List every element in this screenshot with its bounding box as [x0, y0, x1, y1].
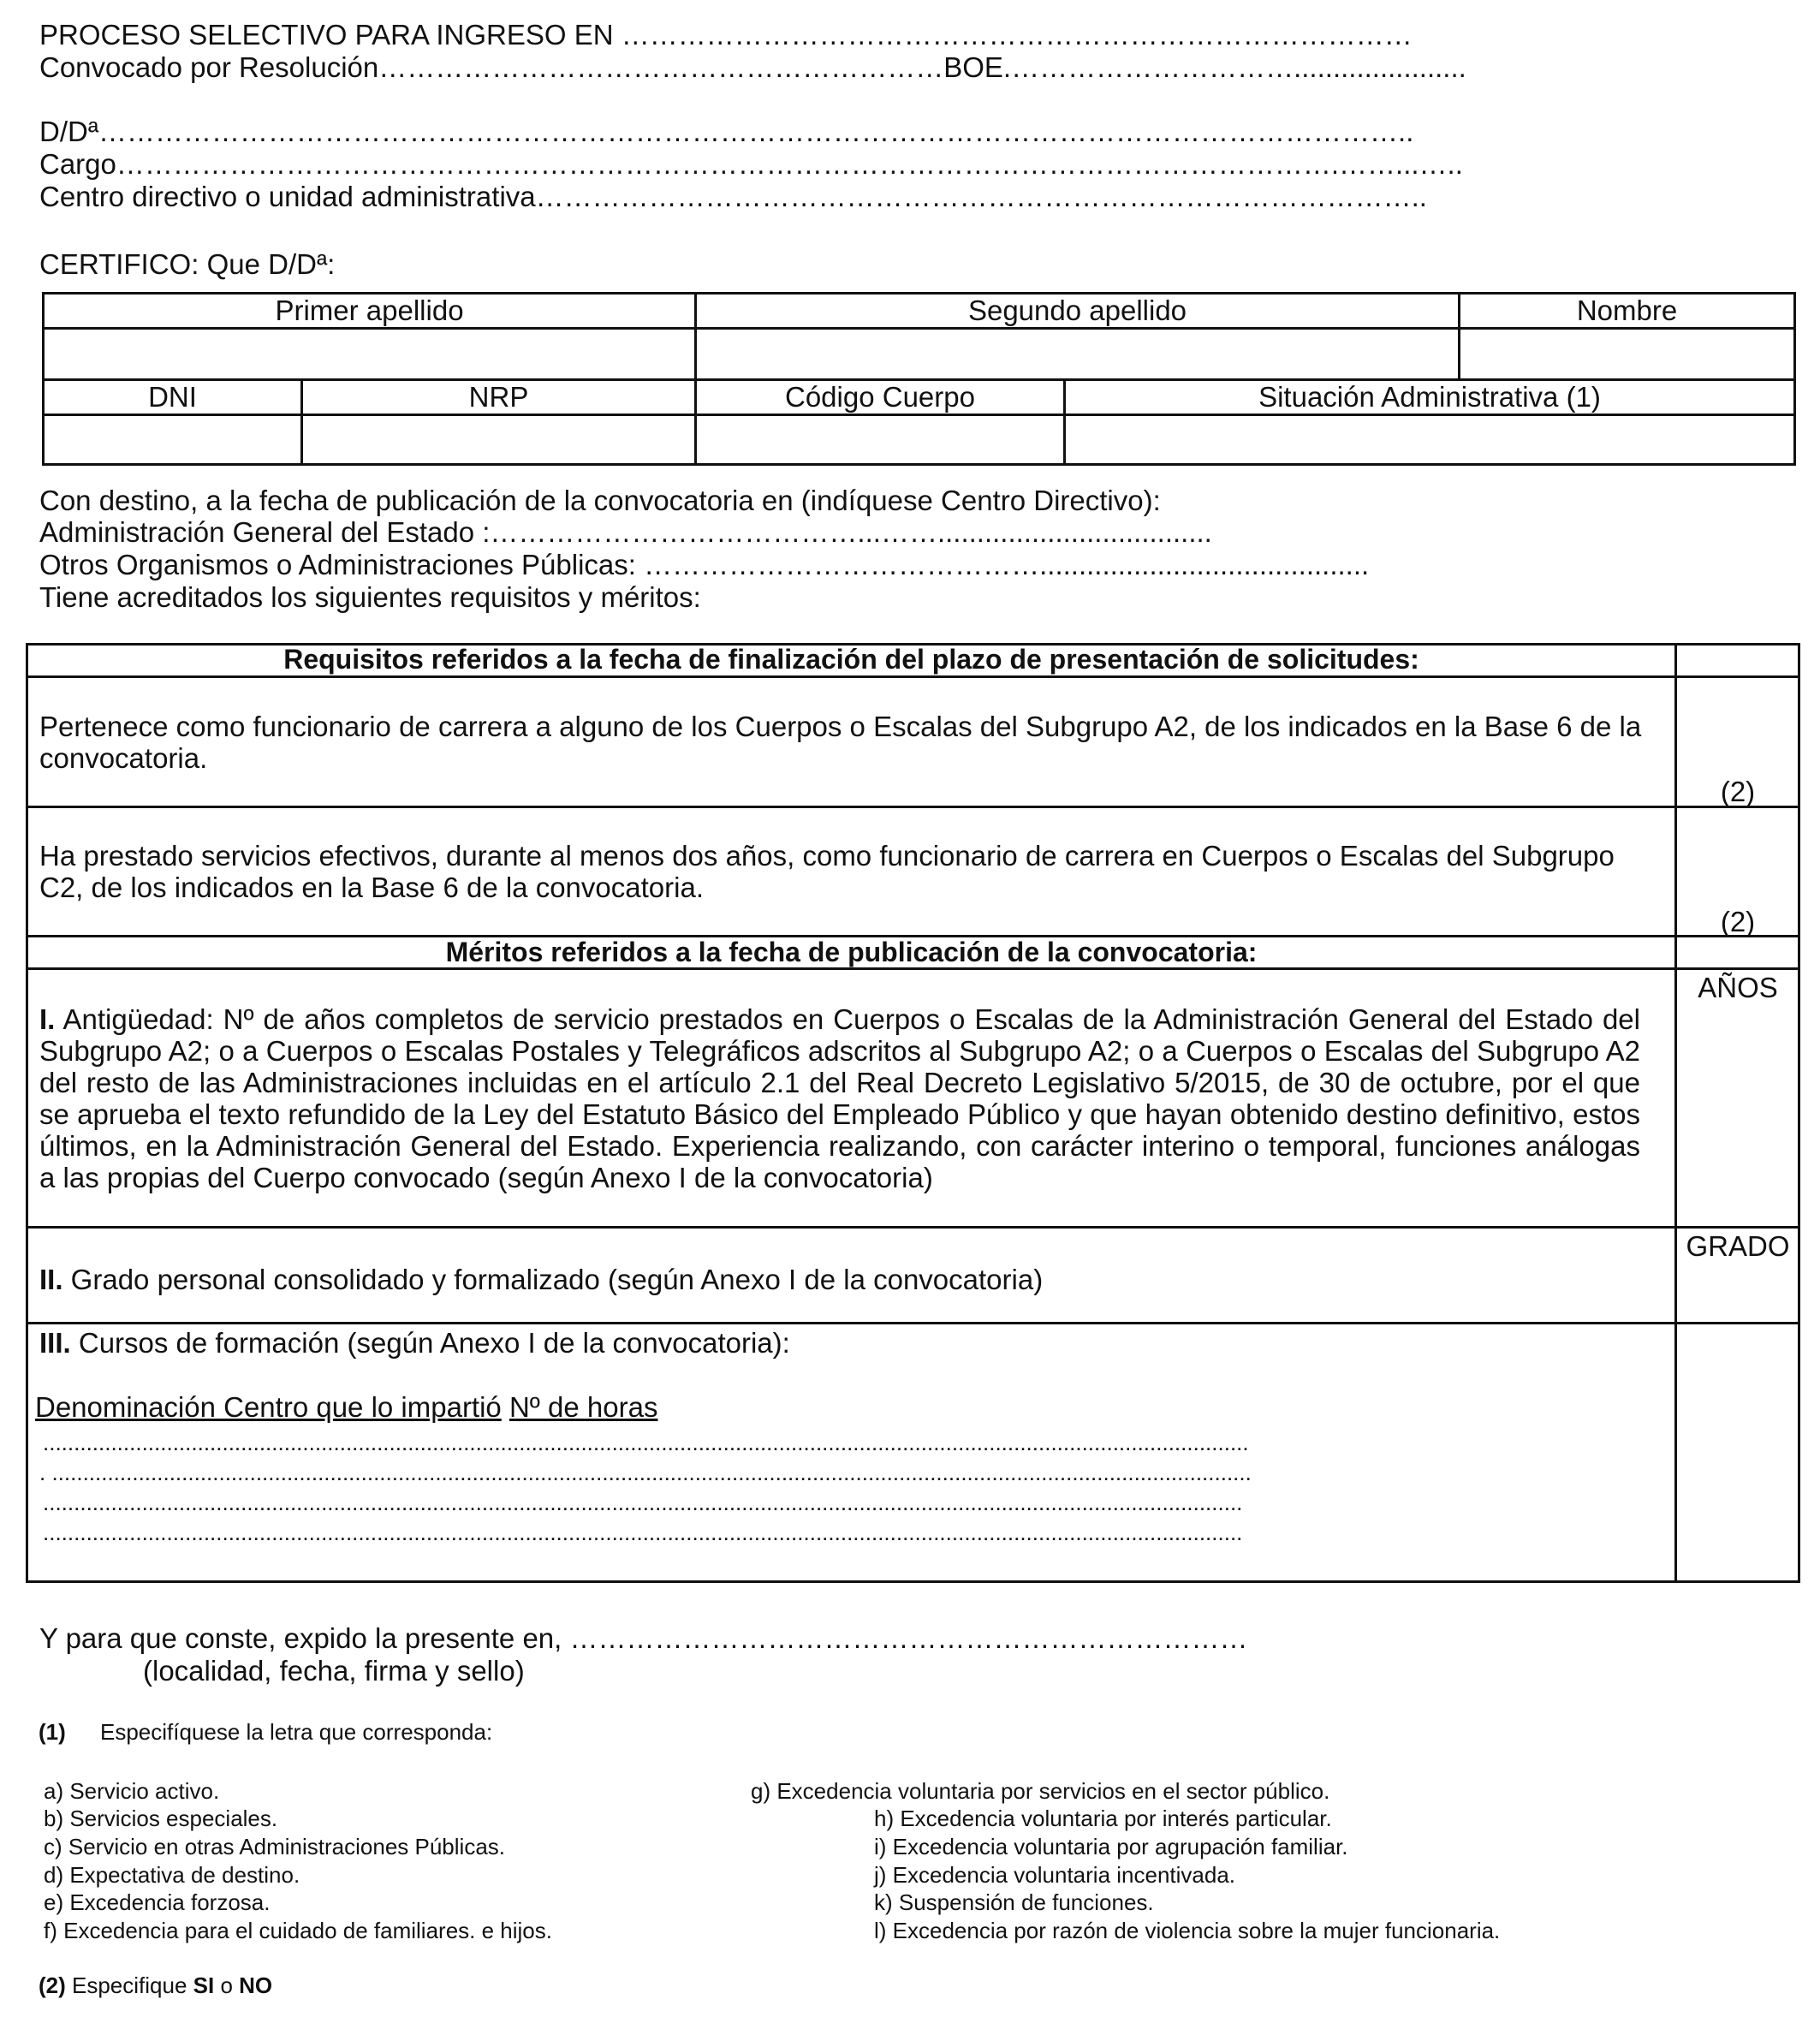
row-divider [26, 806, 1800, 808]
courses-heading-horas: Nº de horas [509, 1391, 658, 1423]
requisito-1-text: Pertenece como funcionario de carrera a alguno de los Cuerpos o Escalas del Subgrupo A2, de los indicados en la Base 6 de la convocatoria. [39, 711, 1642, 774]
situacion-option: a) Servicio activo. [44, 1778, 220, 1804]
situacion-option: e) Excedencia forzosa. [44, 1889, 271, 1915]
note-2-number: (2) [39, 1972, 66, 1998]
centro-line: Centro directivo o unidad administrativa………………………………………………………………………………….. [39, 181, 1427, 212]
row-divider [26, 1322, 1800, 1324]
convocado-line: Convocado por Resolución……………………………………………………BOE.…………………………...................... [39, 51, 1466, 83]
certifico-line: CERTIFICO: Que D/Dª: [39, 248, 336, 280]
cargo-line: Cargo………………………………………………………………………………………………………………….……...….. [39, 148, 1463, 180]
requisito-1-mark: (2) [1720, 776, 1756, 807]
note-2-no: NO [239, 1972, 273, 1998]
courses-heading-denominacion: Denominación Centro que lo impartió [35, 1391, 502, 1423]
col-nrp: NRP [302, 380, 696, 415]
col-segundo-apellido: Segundo apellido [696, 294, 1460, 329]
note-2 [39, 1972, 272, 1999]
merito-3-number: III. [39, 1327, 71, 1359]
merito-2-text [39, 1264, 1657, 1295]
col-dni: DNI [44, 380, 302, 415]
requisito-2-mark: (2) [1720, 906, 1756, 937]
situacion-option: b) Servicios especiales. [44, 1806, 278, 1831]
dda-line: D/Dª………………………………………………………………………………………………………………………….. [39, 116, 1414, 147]
note-2-o: o [214, 1972, 240, 1998]
destino-line-2: Administración General del Estado :…………………………………...……................................... [39, 516, 1212, 548]
nombre-field[interactable] [1460, 329, 1795, 380]
note-2-si: SI [193, 1972, 215, 1998]
row-divider [26, 1226, 1800, 1229]
proceso-line: PROCESO SELECTIVO PARA INGRESO EN ………………………………………………………………………… [39, 19, 1413, 51]
course-line[interactable]: . .................................................................................................................................................................................................. [39, 1460, 1252, 1485]
col-situacion: Situación Administrativa (1) [1065, 380, 1795, 415]
row-divider [26, 675, 1800, 678]
merito-2-body: Grado personal consolidado y formalizado (según Anexo I de la convocatoria) [62, 1264, 1044, 1295]
meritos-header: Méritos referidos a la fecha de publicación de la convocatoria: [445, 937, 1258, 967]
destino-line-3: Otros Organismos o Administraciones Públicas: …………………………………….......................................... [39, 549, 1370, 580]
col-codigo-cuerpo: Código Cuerpo [696, 380, 1065, 415]
destino-line-4: Tiene acreditados los siguientes requisitos y méritos: [39, 581, 701, 613]
requisitos-header: Requisitos referidos a la fecha de finalización del plazo de presentación de solicitudes: [283, 644, 1419, 675]
grado-label: GRADO [1686, 1230, 1790, 1262]
note-1-text: Especifíquese la letra que corresponda: [100, 1719, 493, 1745]
closing-line: Y para que conste, expido la presente en, ……………………………………………………………… [39, 1622, 1248, 1654]
primer-apellido-field[interactable] [44, 329, 696, 380]
situacion-option: d) Expectativa de destino. [44, 1862, 300, 1888]
col-nombre: Nombre [1460, 294, 1795, 329]
codigo-cuerpo-field[interactable] [696, 415, 1065, 465]
merito-3-text [39, 1327, 1657, 1359]
requisito-2-text: Ha prestado servicios efectivos, durante al menos dos años, como funcionario de carrera en Cuerpos o Escalas del Subgrupo C2, de los indicados en la Base 6 de la convocatoria. [39, 840, 1615, 903]
situacion-option: j) Excedencia voluntaria incentivada. [874, 1862, 1236, 1888]
nrp-field[interactable] [302, 415, 696, 465]
closing-caption: (localidad, fecha, firma y sello) [143, 1655, 525, 1687]
note-1-number: (1) [39, 1719, 66, 1745]
situacion-option: l) Excedencia por razón de violencia sobre la mujer funcionaria. [874, 1918, 1501, 1943]
situacion-option: i) Excedencia voluntaria por agrupación familiar. [874, 1834, 1348, 1859]
dni-field[interactable] [44, 415, 302, 465]
situacion-option: h) Excedencia voluntaria por interés particular. [874, 1806, 1332, 1831]
segundo-apellido-field[interactable] [696, 329, 1460, 380]
courses-heading [35, 1391, 657, 1424]
merito-2-number: II. [39, 1264, 63, 1295]
merito-1-number: I. [39, 1003, 56, 1035]
course-line[interactable]: ................................................................................................................................................................................................... [43, 1430, 1249, 1455]
situacion-option: f) Excedencia para el cuidado de familiares. e hijos. [44, 1918, 552, 1943]
person-table [42, 292, 1796, 466]
note-2-text: Especifique [65, 1972, 193, 1998]
situacion-option: c) Servicio en otras Administraciones Públicas. [44, 1834, 506, 1859]
merito-3-body: Cursos de formación (según Anexo I de la convocatoria): [70, 1327, 790, 1359]
merito-1-text [39, 1003, 1640, 1193]
situacion-option: g) Excedencia voluntaria por servicios en el sector público. [751, 1778, 1330, 1804]
destino-line-1: Con destino, a la fecha de publicación de la convocatoria en (indíquese Centro Directivo): [39, 485, 1161, 516]
merito-1-body: Antigüedad: Nº de años completos de servicio prestados en Cuerpos o Escalas de la Administración General del Estado del Subgrupo A2; o a Cuerpos o Escalas Postales y Telegráficos adscritos al Subgrupo A2; o a Cuerpos o Escalas del Subgrupo A2 del resto de las Administraciones incluidas en el artículo 2.1 del Real Decreto Legislativo 5/2015, de 30 de octubre, por el que se aprueba el texto refundido de la Ley del Estatuto Básico del Empleado Público y que hayan obtenido destino definitivo, estos últimos, en la Administración General del Estado. Experiencia realizando, con carácter interino o temporal, funciones análogas a las propias del Cuerpo convocado (según Anexo I de la convocatoria) [39, 1003, 1640, 1193]
situacion-option: k) Suspensión de funciones. [874, 1889, 1154, 1915]
col-primer-apellido: Primer apellido [44, 294, 696, 329]
course-line[interactable]: .................................................................................................................................................................................................. [43, 1520, 1243, 1545]
course-line[interactable]: .................................................................................................................................................................................................. [43, 1490, 1243, 1515]
situacion-field[interactable] [1065, 415, 1795, 465]
anos-label: AÑOS [1698, 972, 1778, 1003]
